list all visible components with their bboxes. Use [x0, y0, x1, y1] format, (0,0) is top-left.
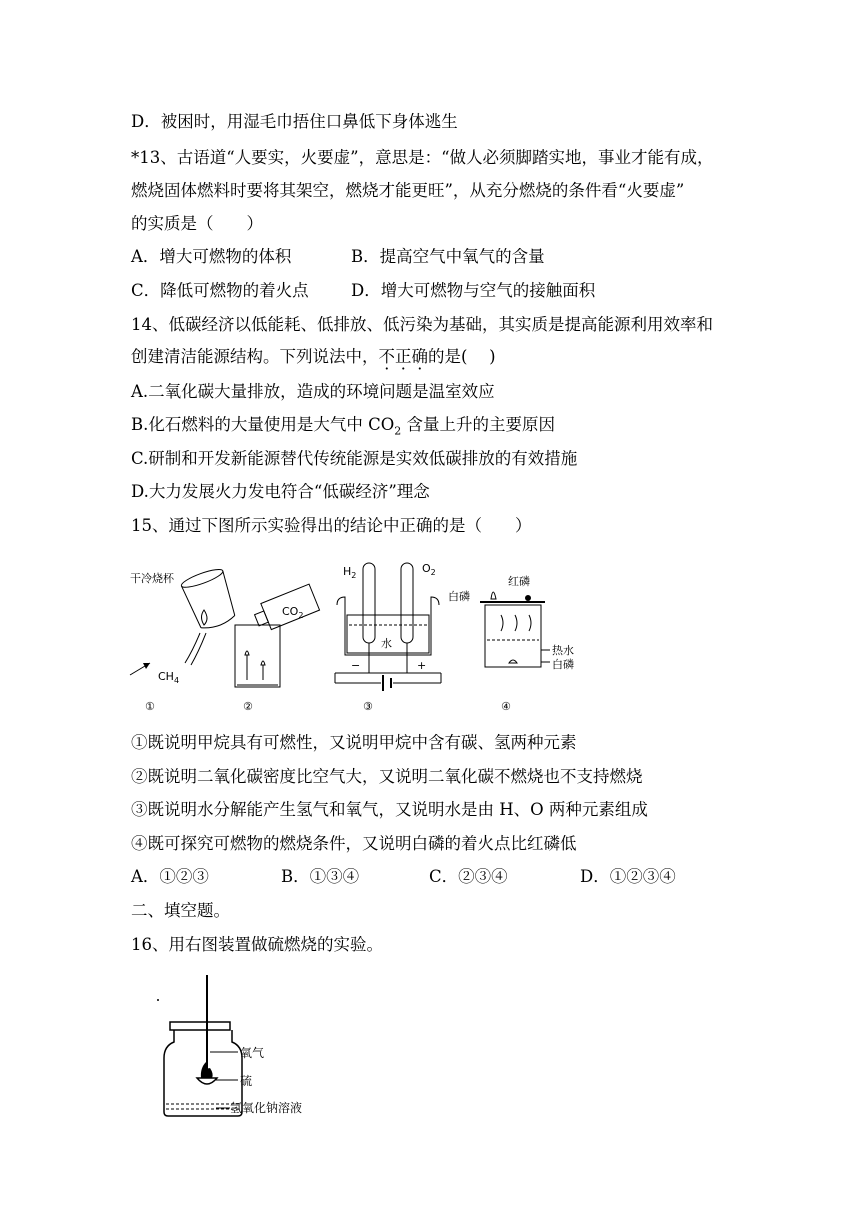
q13-option-d: D．增大可燃物与空气的接触面积 [351, 281, 596, 300]
q14-stem-pre: 创建清洁能源结构。下列说法中， [131, 347, 379, 366]
q13-option-a: A．增大可燃物的体积 [131, 247, 292, 266]
q15-option-c: C．②③④ [429, 867, 508, 886]
label-hot-water: 热水 [552, 644, 574, 657]
q14-option-b-post: 含量上升的主要原因 [401, 415, 556, 434]
q15-statement-1: ①既说明甲烷具有可燃性，又说明甲烷中含有碳、氢两种元素 [131, 733, 577, 752]
experiment-4-diagram [448, 574, 574, 713]
q13-stem-line3: 的实质是（ ） [131, 214, 263, 233]
q14-option-c: C.研制和开发新能源替代传统能源是实效低碳排放的有效措施 [131, 449, 578, 468]
label-ch4: $CH_4$ [158, 670, 180, 685]
experiment-3-diagram [335, 562, 441, 713]
q16-stem: 16、用右图装置做硫燃烧的实验。 [131, 935, 383, 954]
q15-statement-2: ②既说明二氧化碳密度比空气大，又说明二氧化碳不燃烧也不支持燃烧 [131, 767, 643, 786]
label-co2: $CO_2$ [282, 605, 304, 620]
label-h2: $H_2$ [343, 565, 357, 580]
label-minus: − [351, 659, 361, 672]
section-fill-in-heading: 二、填空题。 [131, 901, 230, 920]
q14-stem-post: 的是( ) [428, 347, 496, 366]
label-water: 水 [381, 637, 392, 650]
q13-option-b: B．提高空气中氧气的含量 [351, 247, 545, 266]
label-sulfur: 硫 [240, 1074, 253, 1088]
q16-sulfur-jar-figure [150, 970, 320, 1130]
label-num-3: ③ [363, 700, 373, 713]
q14-option-a: A.二氧化碳大量排放，造成的环境问题是温室效应 [131, 382, 495, 401]
label-dry-cold-beaker: 干冷烧杯 [130, 572, 174, 585]
q15-option-a: A．①②③ [131, 867, 209, 886]
q13-stem-line1: *13、古语道“人要实，火要虚”，意思是：“做人必须脚踏实地，事业才能有成， [131, 148, 714, 167]
q12-option-d: D．被困时，用湿毛巾捂住口鼻低下身体逃生 [131, 112, 458, 131]
q15-option-d: D．①②③④ [580, 867, 676, 886]
emphasis-char: 不 [378, 347, 395, 366]
q13-stem-line2: 燃烧固体燃料时要将其架空，燃烧才能更旺”，从充分燃烧的条件看“火要虚” [131, 181, 685, 200]
q15-statement-4: ④既可探究可燃物的燃烧条件，又说明白磷的着火点比红磷低 [131, 834, 577, 853]
experiment-1-diagram [130, 566, 240, 713]
label-num-1: ① [145, 700, 155, 713]
emphasis-char: 正 [395, 347, 412, 366]
q15-option-b: B．①③④ [281, 867, 360, 886]
q14-option-b-sub: 2 [394, 424, 402, 438]
label-num-4: ④ [501, 700, 511, 713]
label-o2: $O_2$ [422, 562, 436, 577]
q15-stem: 15、通过下图所示实验得出的结论中正确的是（ ） [131, 516, 532, 535]
label-white-phosphorus-top: 白磷 [448, 590, 470, 603]
q14-option-b [131, 414, 555, 442]
q14-stem-line1: 14、低碳经济以低能耗、低排放、低污染为基础，其实质是提高能源利用效率和 [131, 315, 713, 334]
label-white-phosphorus-bottom: 白磷 [552, 658, 574, 671]
q14-stem-line2 [131, 346, 496, 368]
q14-option-d: D.大力发展火力发电符合“低碳经济”理念 [131, 482, 430, 501]
q15-experiments-figure [125, 555, 574, 715]
q13-option-c: C．降低可燃物的着火点 [131, 281, 309, 300]
label-red-phosphorus: 红磷 [508, 575, 530, 588]
label-oxygen: 氧气 [240, 1046, 265, 1060]
experiment-2-diagram [235, 584, 320, 713]
q15-statement-3: ③既说明水分解能产生氢气和氧气，又说明水是由 H、O 两种元素组成 [131, 800, 648, 819]
q14-option-b-pre: B.化石燃料的大量使用是大气中 CO [131, 415, 395, 434]
label-plus: + [417, 659, 427, 672]
label-num-2: ② [243, 700, 253, 713]
label-naoh-solution: 氢氧化钠溶液 [230, 1101, 303, 1115]
emphasis-char: 确 [411, 347, 428, 366]
